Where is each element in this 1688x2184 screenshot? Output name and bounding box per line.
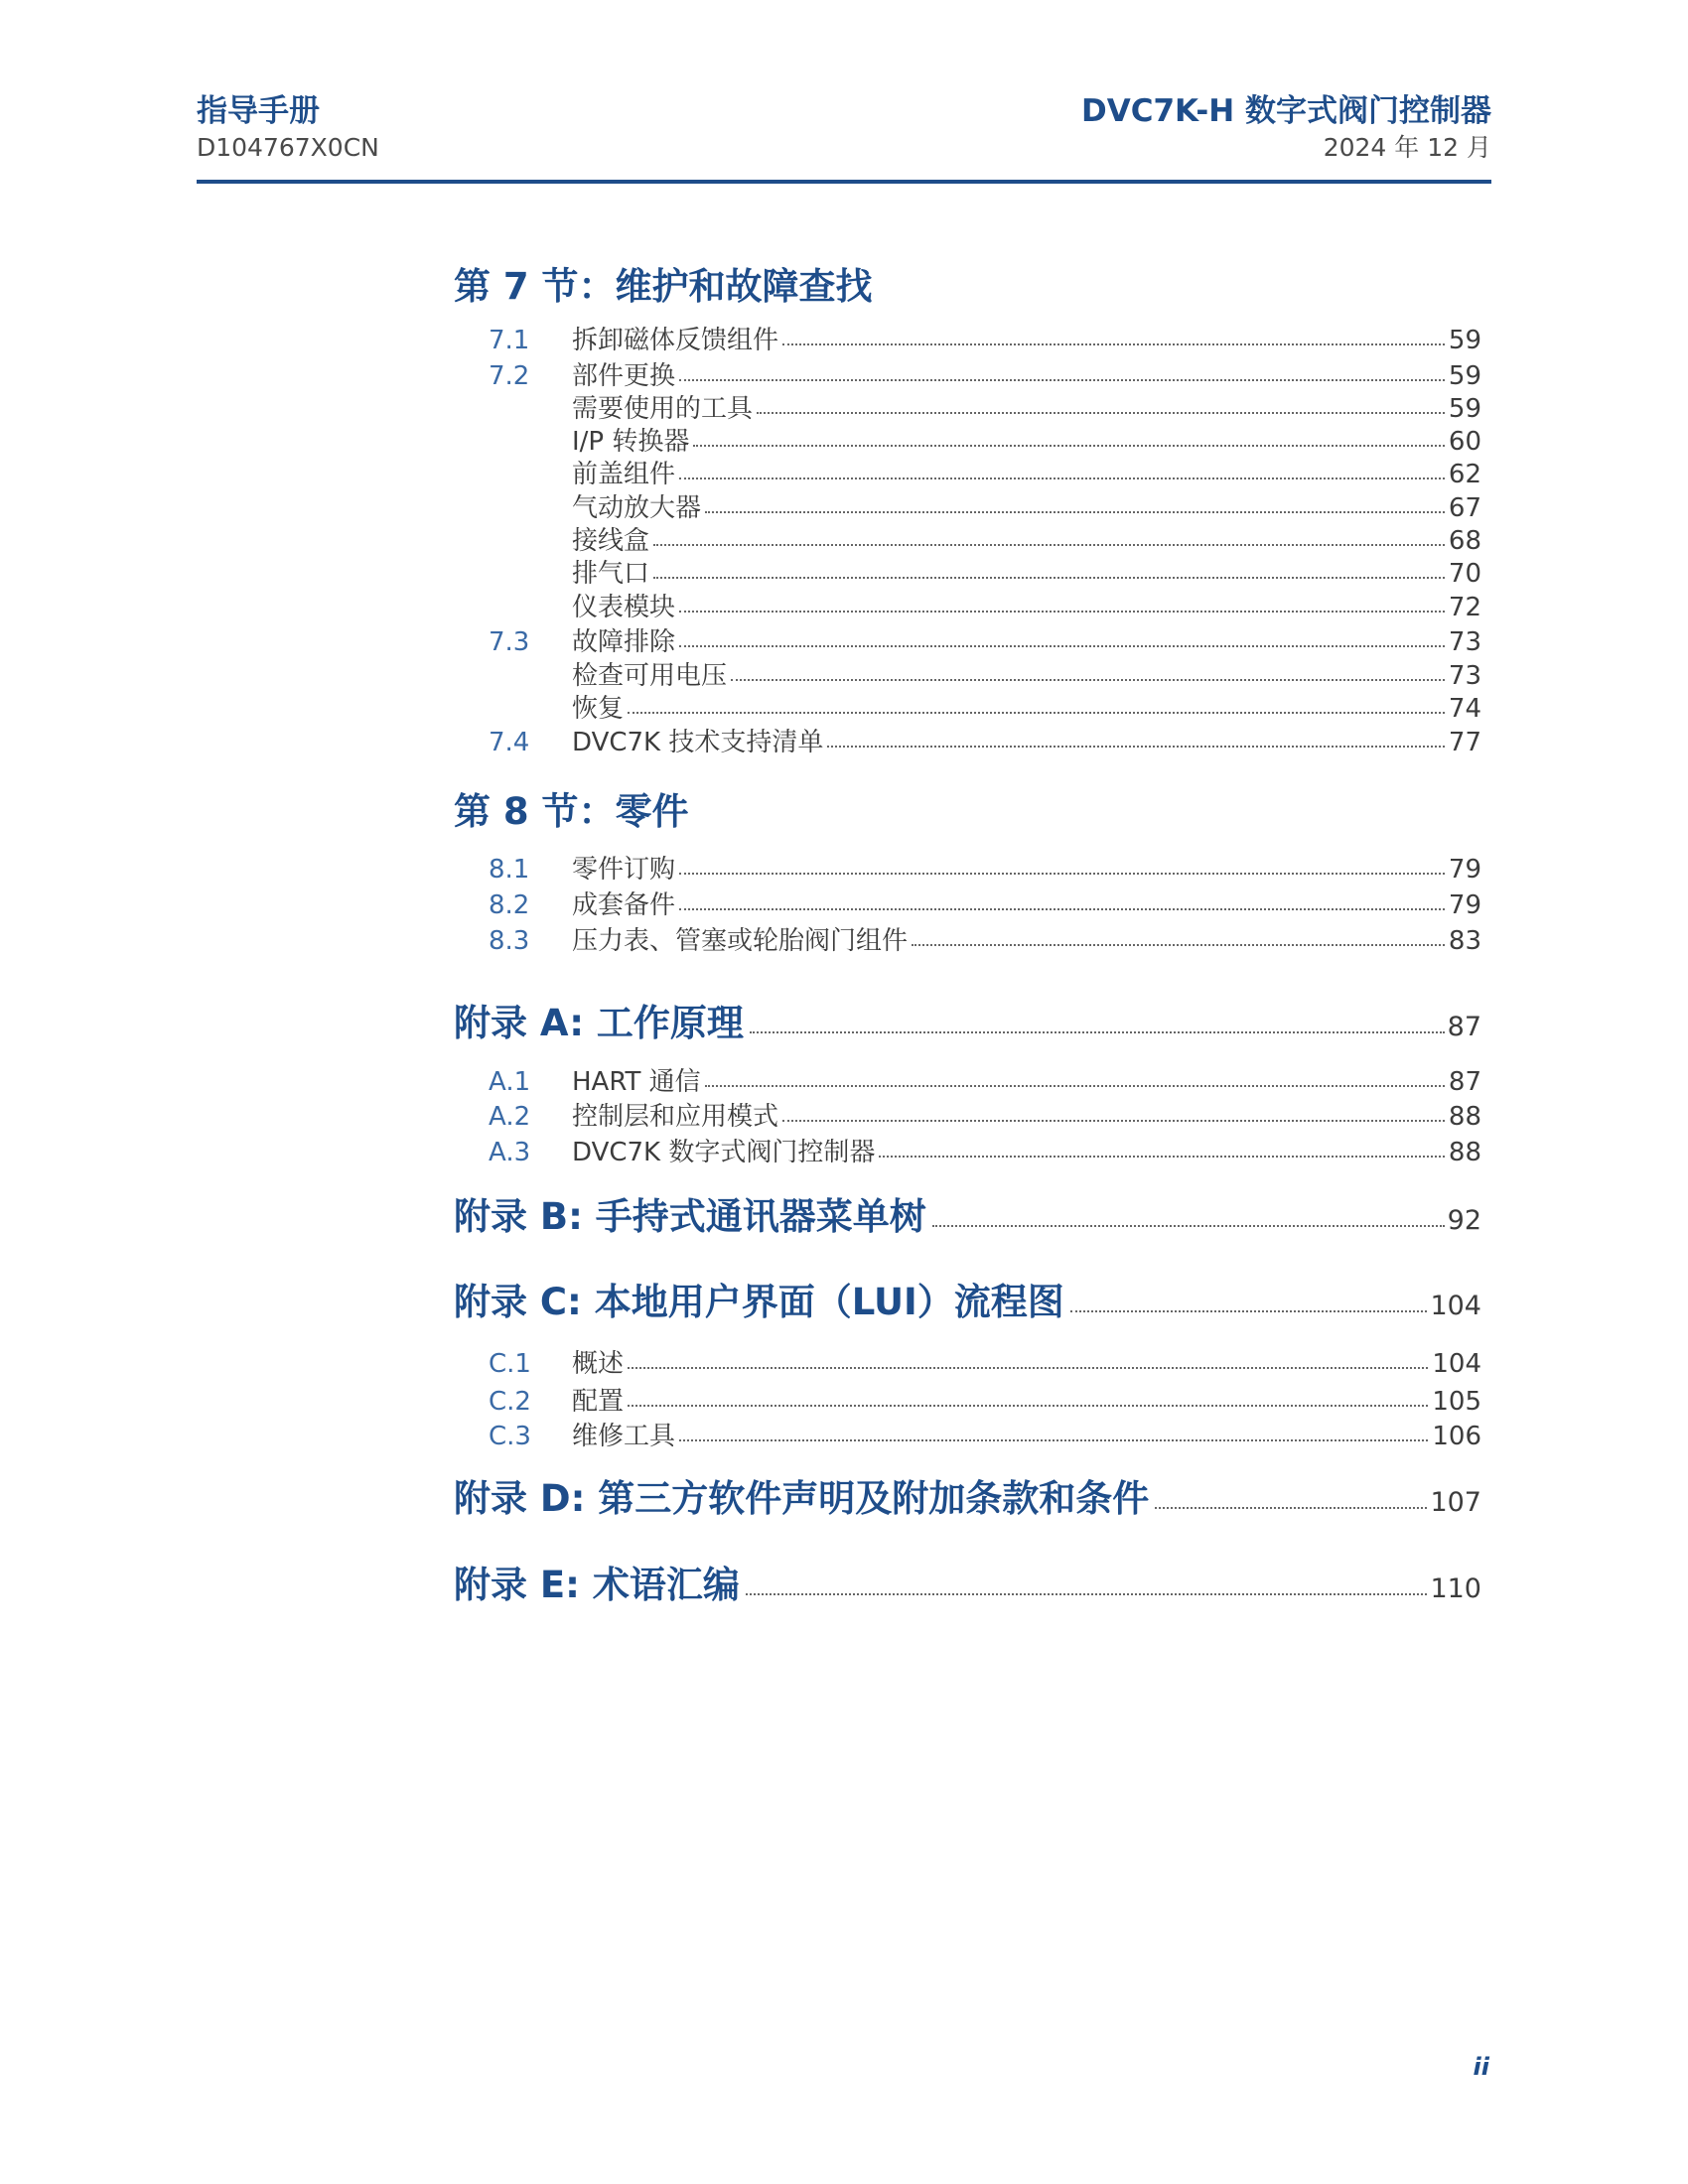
entry-label[interactable]: 压力表、管塞或轮胎阀门组件 bbox=[572, 926, 909, 956]
section-page-number[interactable]: 104 bbox=[1430, 1291, 1481, 1321]
dot-leader bbox=[679, 1438, 1428, 1441]
entry-page-number[interactable]: 59 bbox=[1448, 394, 1481, 424]
entry-page-number[interactable]: 83 bbox=[1448, 926, 1481, 956]
entry-label[interactable]: 零件订购 bbox=[572, 855, 676, 885]
entry-page-number[interactable]: 79 bbox=[1448, 855, 1481, 885]
entry-label[interactable]: DVC7K 数字式阀门控制器 bbox=[572, 1138, 876, 1167]
entry-page-number[interactable]: 68 bbox=[1448, 526, 1481, 556]
section-page-number[interactable]: 107 bbox=[1430, 1487, 1481, 1518]
section-title[interactable]: 附录 C: 本地用户界面（LUI）流程图 bbox=[454, 1281, 1064, 1323]
entry-number: C.3 bbox=[489, 1422, 531, 1451]
entry-page-number[interactable]: 59 bbox=[1448, 326, 1481, 355]
dot-leader bbox=[757, 411, 1445, 414]
dot-leader bbox=[705, 1084, 1445, 1087]
entry-label[interactable]: 前盖组件 bbox=[572, 460, 676, 489]
section-title[interactable]: 第 8 节：零件 bbox=[454, 790, 689, 833]
dot-leader bbox=[679, 477, 1445, 479]
dot-leader bbox=[879, 1155, 1445, 1158]
entry-page-number[interactable]: 105 bbox=[1432, 1387, 1481, 1417]
toc-entry[interactable] bbox=[454, 388, 1481, 425]
toc-section[interactable] bbox=[454, 1555, 1481, 1608]
document-number: D104767X0CN bbox=[197, 133, 379, 162]
dot-leader bbox=[628, 1366, 1428, 1369]
product-title: DVC7K-H 数字式阀门控制器 bbox=[1081, 93, 1491, 129]
toc-entry[interactable] bbox=[454, 320, 1481, 356]
section-page-number[interactable]: 110 bbox=[1430, 1573, 1481, 1604]
entry-number: 8.3 bbox=[489, 926, 530, 956]
toc-section[interactable] bbox=[454, 1272, 1481, 1325]
dot-leader bbox=[746, 1592, 1428, 1595]
toc-entry[interactable] bbox=[454, 1416, 1481, 1452]
toc-entry[interactable] bbox=[454, 1381, 1481, 1418]
toc-entry[interactable] bbox=[454, 688, 1481, 725]
header-divider bbox=[197, 180, 1491, 184]
entry-page-number[interactable]: 79 bbox=[1448, 890, 1481, 920]
entry-label[interactable]: 仪表模块 bbox=[572, 593, 676, 622]
entry-page-number[interactable]: 88 bbox=[1448, 1138, 1481, 1167]
entry-label[interactable]: DVC7K 技术支持清单 bbox=[572, 728, 824, 757]
entry-page-number[interactable]: 73 bbox=[1448, 661, 1481, 691]
section-title[interactable]: 附录 E: 术语汇编 bbox=[454, 1564, 740, 1606]
toc-section[interactable] bbox=[454, 1468, 1481, 1522]
entry-page-number[interactable]: 88 bbox=[1448, 1102, 1481, 1132]
entry-label[interactable]: 控制层和应用模式 bbox=[572, 1102, 779, 1132]
entry-page-number[interactable]: 87 bbox=[1448, 1067, 1481, 1097]
entry-page-number[interactable]: 73 bbox=[1448, 627, 1481, 657]
dot-leader bbox=[1070, 1309, 1428, 1312]
section-page-number[interactable]: 87 bbox=[1447, 1012, 1481, 1042]
entry-label[interactable]: 检查可用电压 bbox=[572, 661, 728, 691]
dot-leader bbox=[912, 943, 1445, 946]
dot-leader bbox=[782, 1119, 1445, 1122]
entry-page-number[interactable]: 77 bbox=[1448, 728, 1481, 757]
toc-entry[interactable] bbox=[454, 520, 1481, 557]
toc-section[interactable] bbox=[454, 993, 1481, 1046]
entry-number: 7.3 bbox=[489, 627, 530, 657]
section-title[interactable]: 附录 B: 手持式通讯器菜单树 bbox=[454, 1195, 926, 1238]
toc-entry[interactable] bbox=[454, 1096, 1481, 1133]
entry-page-number[interactable]: 74 bbox=[1448, 694, 1481, 724]
entry-number: 8.1 bbox=[489, 855, 530, 885]
dot-leader bbox=[653, 543, 1445, 546]
entry-number: A.1 bbox=[489, 1067, 531, 1097]
dot-leader bbox=[679, 872, 1445, 875]
toc-entry[interactable] bbox=[454, 722, 1481, 758]
entry-page-number[interactable]: 72 bbox=[1448, 593, 1481, 622]
entry-label[interactable]: 接线盒 bbox=[572, 526, 650, 556]
entry-number: C.1 bbox=[489, 1349, 531, 1379]
dot-leader bbox=[1155, 1506, 1427, 1509]
entry-page-number[interactable]: 106 bbox=[1432, 1422, 1481, 1451]
dot-leader bbox=[679, 378, 1445, 381]
section-title[interactable]: 附录 D: 第三方软件声明及附加条款和条件 bbox=[454, 1477, 1150, 1520]
entry-label[interactable]: 概述 bbox=[572, 1349, 625, 1379]
header-left bbox=[197, 91, 379, 165]
dot-leader bbox=[750, 1030, 1445, 1033]
toc-entry[interactable] bbox=[454, 621, 1481, 658]
header-right bbox=[1081, 91, 1491, 165]
manual-type: 指导手册 bbox=[197, 93, 320, 129]
entry-label[interactable]: 维修工具 bbox=[572, 1422, 676, 1451]
entry-label[interactable]: 排气口 bbox=[572, 559, 650, 589]
entry-label[interactable]: 拆卸磁体反馈组件 bbox=[572, 326, 779, 355]
dot-leader bbox=[653, 576, 1445, 579]
toc-entry[interactable] bbox=[454, 587, 1481, 623]
entry-number: 7.4 bbox=[489, 728, 530, 757]
entry-label[interactable]: 恢复 bbox=[572, 694, 625, 724]
dot-leader bbox=[679, 907, 1445, 910]
toc-entry[interactable] bbox=[454, 920, 1481, 957]
toc-entry[interactable] bbox=[454, 1061, 1481, 1098]
entry-page-number[interactable]: 70 bbox=[1448, 559, 1481, 589]
entry-number: A.2 bbox=[489, 1102, 531, 1132]
entry-page-number[interactable]: 67 bbox=[1448, 493, 1481, 523]
entry-label[interactable]: 需要使用的工具 bbox=[572, 394, 754, 424]
page-number: ii bbox=[1473, 2053, 1489, 2081]
toc-section[interactable] bbox=[454, 781, 1481, 835]
entry-label[interactable]: 配置 bbox=[572, 1387, 625, 1417]
toc-entry[interactable] bbox=[454, 454, 1481, 490]
entry-label[interactable]: 部件更换 bbox=[572, 361, 676, 391]
entry-number: 7.2 bbox=[489, 361, 530, 391]
dot-leader bbox=[782, 342, 1445, 345]
publish-date: 2024 年 12 月 bbox=[1323, 133, 1491, 162]
section-page-number[interactable]: 92 bbox=[1447, 1205, 1481, 1236]
entry-number: A.3 bbox=[489, 1138, 531, 1167]
entry-page-number[interactable]: 60 bbox=[1448, 427, 1481, 457]
dot-leader bbox=[628, 1404, 1428, 1407]
entry-label[interactable]: 成套备件 bbox=[572, 890, 676, 920]
toc-entry[interactable] bbox=[454, 553, 1481, 590]
dot-leader bbox=[827, 745, 1445, 748]
toc-entry[interactable] bbox=[454, 1343, 1481, 1380]
toc-entry[interactable] bbox=[454, 1132, 1481, 1168]
entry-page-number[interactable]: 62 bbox=[1448, 460, 1481, 489]
toc-entry[interactable] bbox=[454, 655, 1481, 692]
dot-leader bbox=[693, 444, 1445, 447]
dot-leader bbox=[628, 711, 1445, 714]
section-title[interactable]: 第 7 节：维护和故障查找 bbox=[454, 265, 873, 308]
entry-label[interactable]: HART 通信 bbox=[572, 1067, 701, 1097]
toc-section[interactable] bbox=[454, 1186, 1481, 1240]
dot-leader bbox=[705, 510, 1445, 513]
toc-entry[interactable] bbox=[454, 885, 1481, 921]
toc-entry[interactable] bbox=[454, 355, 1481, 392]
entry-number: 8.2 bbox=[489, 890, 530, 920]
section-title[interactable]: 附录 A: 工作原理 bbox=[454, 1002, 744, 1044]
dot-leader bbox=[679, 610, 1445, 613]
toc-entry[interactable] bbox=[454, 421, 1481, 458]
toc-entry[interactable] bbox=[454, 487, 1481, 524]
entry-label[interactable]: 故障排除 bbox=[572, 627, 676, 657]
dot-leader bbox=[932, 1224, 1445, 1227]
entry-number: C.2 bbox=[489, 1387, 531, 1417]
entry-page-number[interactable]: 104 bbox=[1432, 1349, 1481, 1379]
entry-number: 7.1 bbox=[489, 326, 530, 355]
entry-label[interactable]: I/P 转换器 bbox=[572, 427, 690, 457]
toc-section[interactable] bbox=[454, 256, 1481, 310]
toc-entry[interactable] bbox=[454, 849, 1481, 886]
entry-page-number[interactable]: 59 bbox=[1448, 361, 1481, 391]
entry-label[interactable]: 气动放大器 bbox=[572, 493, 702, 523]
dot-leader bbox=[679, 644, 1445, 647]
dot-leader bbox=[731, 678, 1445, 681]
